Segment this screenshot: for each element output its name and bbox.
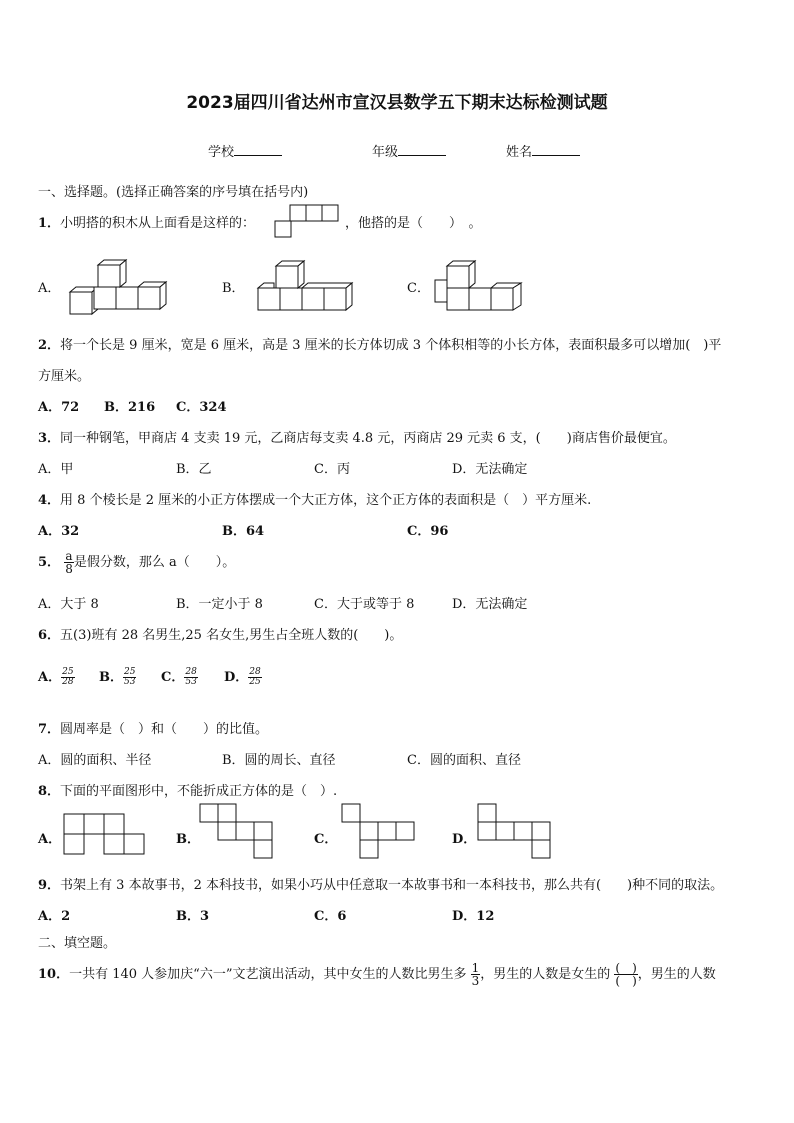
option-b[interactable]: B．64 xyxy=(222,524,265,539)
option-d[interactable]: D． $\frac{28}{25}$ xyxy=(224,667,261,687)
top-view-figure xyxy=(275,205,345,239)
page-title: 2023届四川省达州市宣汉县数学五下期末达标检测试题 xyxy=(186,93,608,113)
option-c[interactable]: C．圆的面积、直径 xyxy=(407,753,521,768)
question-text: 圆周率是（ ）和（ ）的比值。 xyxy=(60,722,269,737)
block-figure-a[interactable] xyxy=(68,258,168,316)
option-c[interactable]: C．96 xyxy=(407,524,449,539)
option-d[interactable]: D．12 xyxy=(452,909,495,924)
school-label: 学校 xyxy=(208,145,235,160)
question-8 xyxy=(38,780,337,799)
question-number: 8． xyxy=(38,784,61,799)
option-c[interactable]: C．大于或等于 8 xyxy=(314,597,415,612)
option-c[interactable]: C．6 xyxy=(314,909,347,924)
question-4 xyxy=(38,489,591,508)
option-b[interactable]: B． xyxy=(176,832,200,847)
cube-net-c[interactable] xyxy=(342,804,422,866)
question-6 xyxy=(38,624,402,643)
grade-label: 年级 xyxy=(372,145,399,160)
option-c[interactable]: C．丙 xyxy=(314,462,350,477)
question-number: 7． xyxy=(38,722,61,737)
option-c[interactable]: C． xyxy=(314,832,338,847)
option-a[interactable]: A．甲 xyxy=(38,462,74,477)
grade-field[interactable] xyxy=(372,141,446,160)
option-d[interactable]: D．无法确定 xyxy=(452,462,528,477)
question-9 xyxy=(38,874,723,893)
question-5 xyxy=(38,550,235,575)
question-number: 9． xyxy=(38,878,61,893)
school-field[interactable] xyxy=(208,141,282,160)
option-b[interactable]: B．一定小于 8 xyxy=(176,597,263,612)
question-2-line2: 方厘米。 xyxy=(38,369,91,384)
question-2 xyxy=(38,334,721,353)
fraction: $\frac{25}{28}$ xyxy=(62,667,74,687)
option-c[interactable]: C．324 xyxy=(176,400,227,415)
option-c[interactable]: C． xyxy=(407,281,430,296)
question-number: 6． xyxy=(38,628,61,643)
question-text: 将一个长是 9 厘米，宽是 6 厘米，高是 3 厘米的长方体切成 3 个体积相等的小长方体，表面积最多可以增加( )平 xyxy=(60,338,722,353)
question-text: 是假分数，那么 a（ ）。 xyxy=(73,555,236,570)
question-number: 10． xyxy=(38,967,70,982)
question-text: 五(3)班有 28 名男生,25 名女生,男生占全班人数的( )。 xyxy=(60,628,403,643)
question-text: 书架上有 3 本故事书，2 本科技书，如果小巧从中任意取一本故事书和一本科技书，那么共有( )种不同的取法。 xyxy=(60,878,724,893)
fraction-blank[interactable]: $\frac{( )}{( )}$ xyxy=(615,961,637,988)
option-c[interactable]: C． $\frac{28}{53}$ xyxy=(161,667,197,687)
question-text-mid: ，男生的人数是女生的 xyxy=(480,967,611,982)
option-d[interactable]: D．无法确定 xyxy=(452,597,528,612)
option-b[interactable]: B．圆的周长、直径 xyxy=(222,753,336,768)
fraction-one-third: $\frac{1}{3}$ xyxy=(471,961,480,988)
name-blank[interactable] xyxy=(532,143,580,156)
question-text: 小明搭的积木从上面看是这样的： xyxy=(60,216,256,231)
option-a[interactable]: A．72 xyxy=(38,400,80,415)
fraction-a-over-8: $\frac{a}{8}$ xyxy=(65,549,73,576)
option-b[interactable]: B．3 xyxy=(176,909,210,924)
question-3 xyxy=(38,427,676,446)
option-a[interactable]: A．圆的面积、半径 xyxy=(38,753,152,768)
section-heading-choice: 一、选择题。(选择正确答案的序号填在括号内) xyxy=(38,185,309,200)
block-figure-c[interactable] xyxy=(433,258,533,316)
option-b[interactable]: B． xyxy=(222,281,245,296)
question-number: 5． xyxy=(38,555,61,570)
option-d[interactable]: D． xyxy=(452,832,477,847)
question-number: 3． xyxy=(38,431,61,446)
option-b[interactable]: B．216 xyxy=(104,400,156,415)
fraction: $\frac{28}{53}$ xyxy=(185,667,197,687)
question-number: 2． xyxy=(38,338,61,353)
option-b[interactable]: B． $\frac{25}{53}$ xyxy=(99,667,136,687)
option-a[interactable]: A．2 xyxy=(38,909,71,924)
cube-net-a[interactable] xyxy=(64,812,144,856)
question-number: 1． xyxy=(38,216,61,231)
question-1-tail: ，他搭的是（ ） 。 xyxy=(345,216,482,231)
question-number: 4． xyxy=(38,493,61,508)
name-label: 姓名 xyxy=(506,145,533,160)
block-figure-b[interactable] xyxy=(256,258,356,316)
cube-net-b[interactable] xyxy=(200,804,280,866)
option-a[interactable]: A． xyxy=(38,832,62,847)
fraction: $\frac{25}{53}$ xyxy=(124,667,136,687)
section-heading-fill: 二、填空题。 xyxy=(38,936,117,951)
option-a[interactable]: A．大于 8 xyxy=(38,597,99,612)
option-a[interactable]: A． xyxy=(38,281,61,296)
grade-blank[interactable] xyxy=(398,143,446,156)
question-text-end: ，男生的人数 xyxy=(637,967,716,982)
question-text: 一共有 140 人参加庆“六一”文艺演出活动，其中女生的人数比男生多 xyxy=(69,967,467,982)
question-7 xyxy=(38,718,268,737)
option-a[interactable]: A．32 xyxy=(38,524,80,539)
question-text: 用 8 个棱长是 2 厘米的小正方体摆成一个大正方体，这个正方体的表面积是（ ）平方厘米. xyxy=(60,493,592,508)
school-blank[interactable] xyxy=(234,143,282,156)
fraction: $\frac{28}{25}$ xyxy=(249,667,261,687)
option-a[interactable]: A． $\frac{25}{28}$ xyxy=(38,667,74,687)
question-text: 下面的平面图形中，不能折成正方体的是（ ）. xyxy=(60,784,338,799)
question-10 xyxy=(38,962,768,987)
cube-net-d[interactable] xyxy=(478,804,558,866)
option-b[interactable]: B．乙 xyxy=(176,462,212,477)
name-field[interactable] xyxy=(506,141,580,160)
question-text: 同一种钢笔，甲商店 4 支卖 19 元，乙商店每支卖 4.8 元，丙商店 29 元卖 6 支，( )商店售价最便宜。 xyxy=(60,431,676,446)
question-1 xyxy=(38,212,255,231)
